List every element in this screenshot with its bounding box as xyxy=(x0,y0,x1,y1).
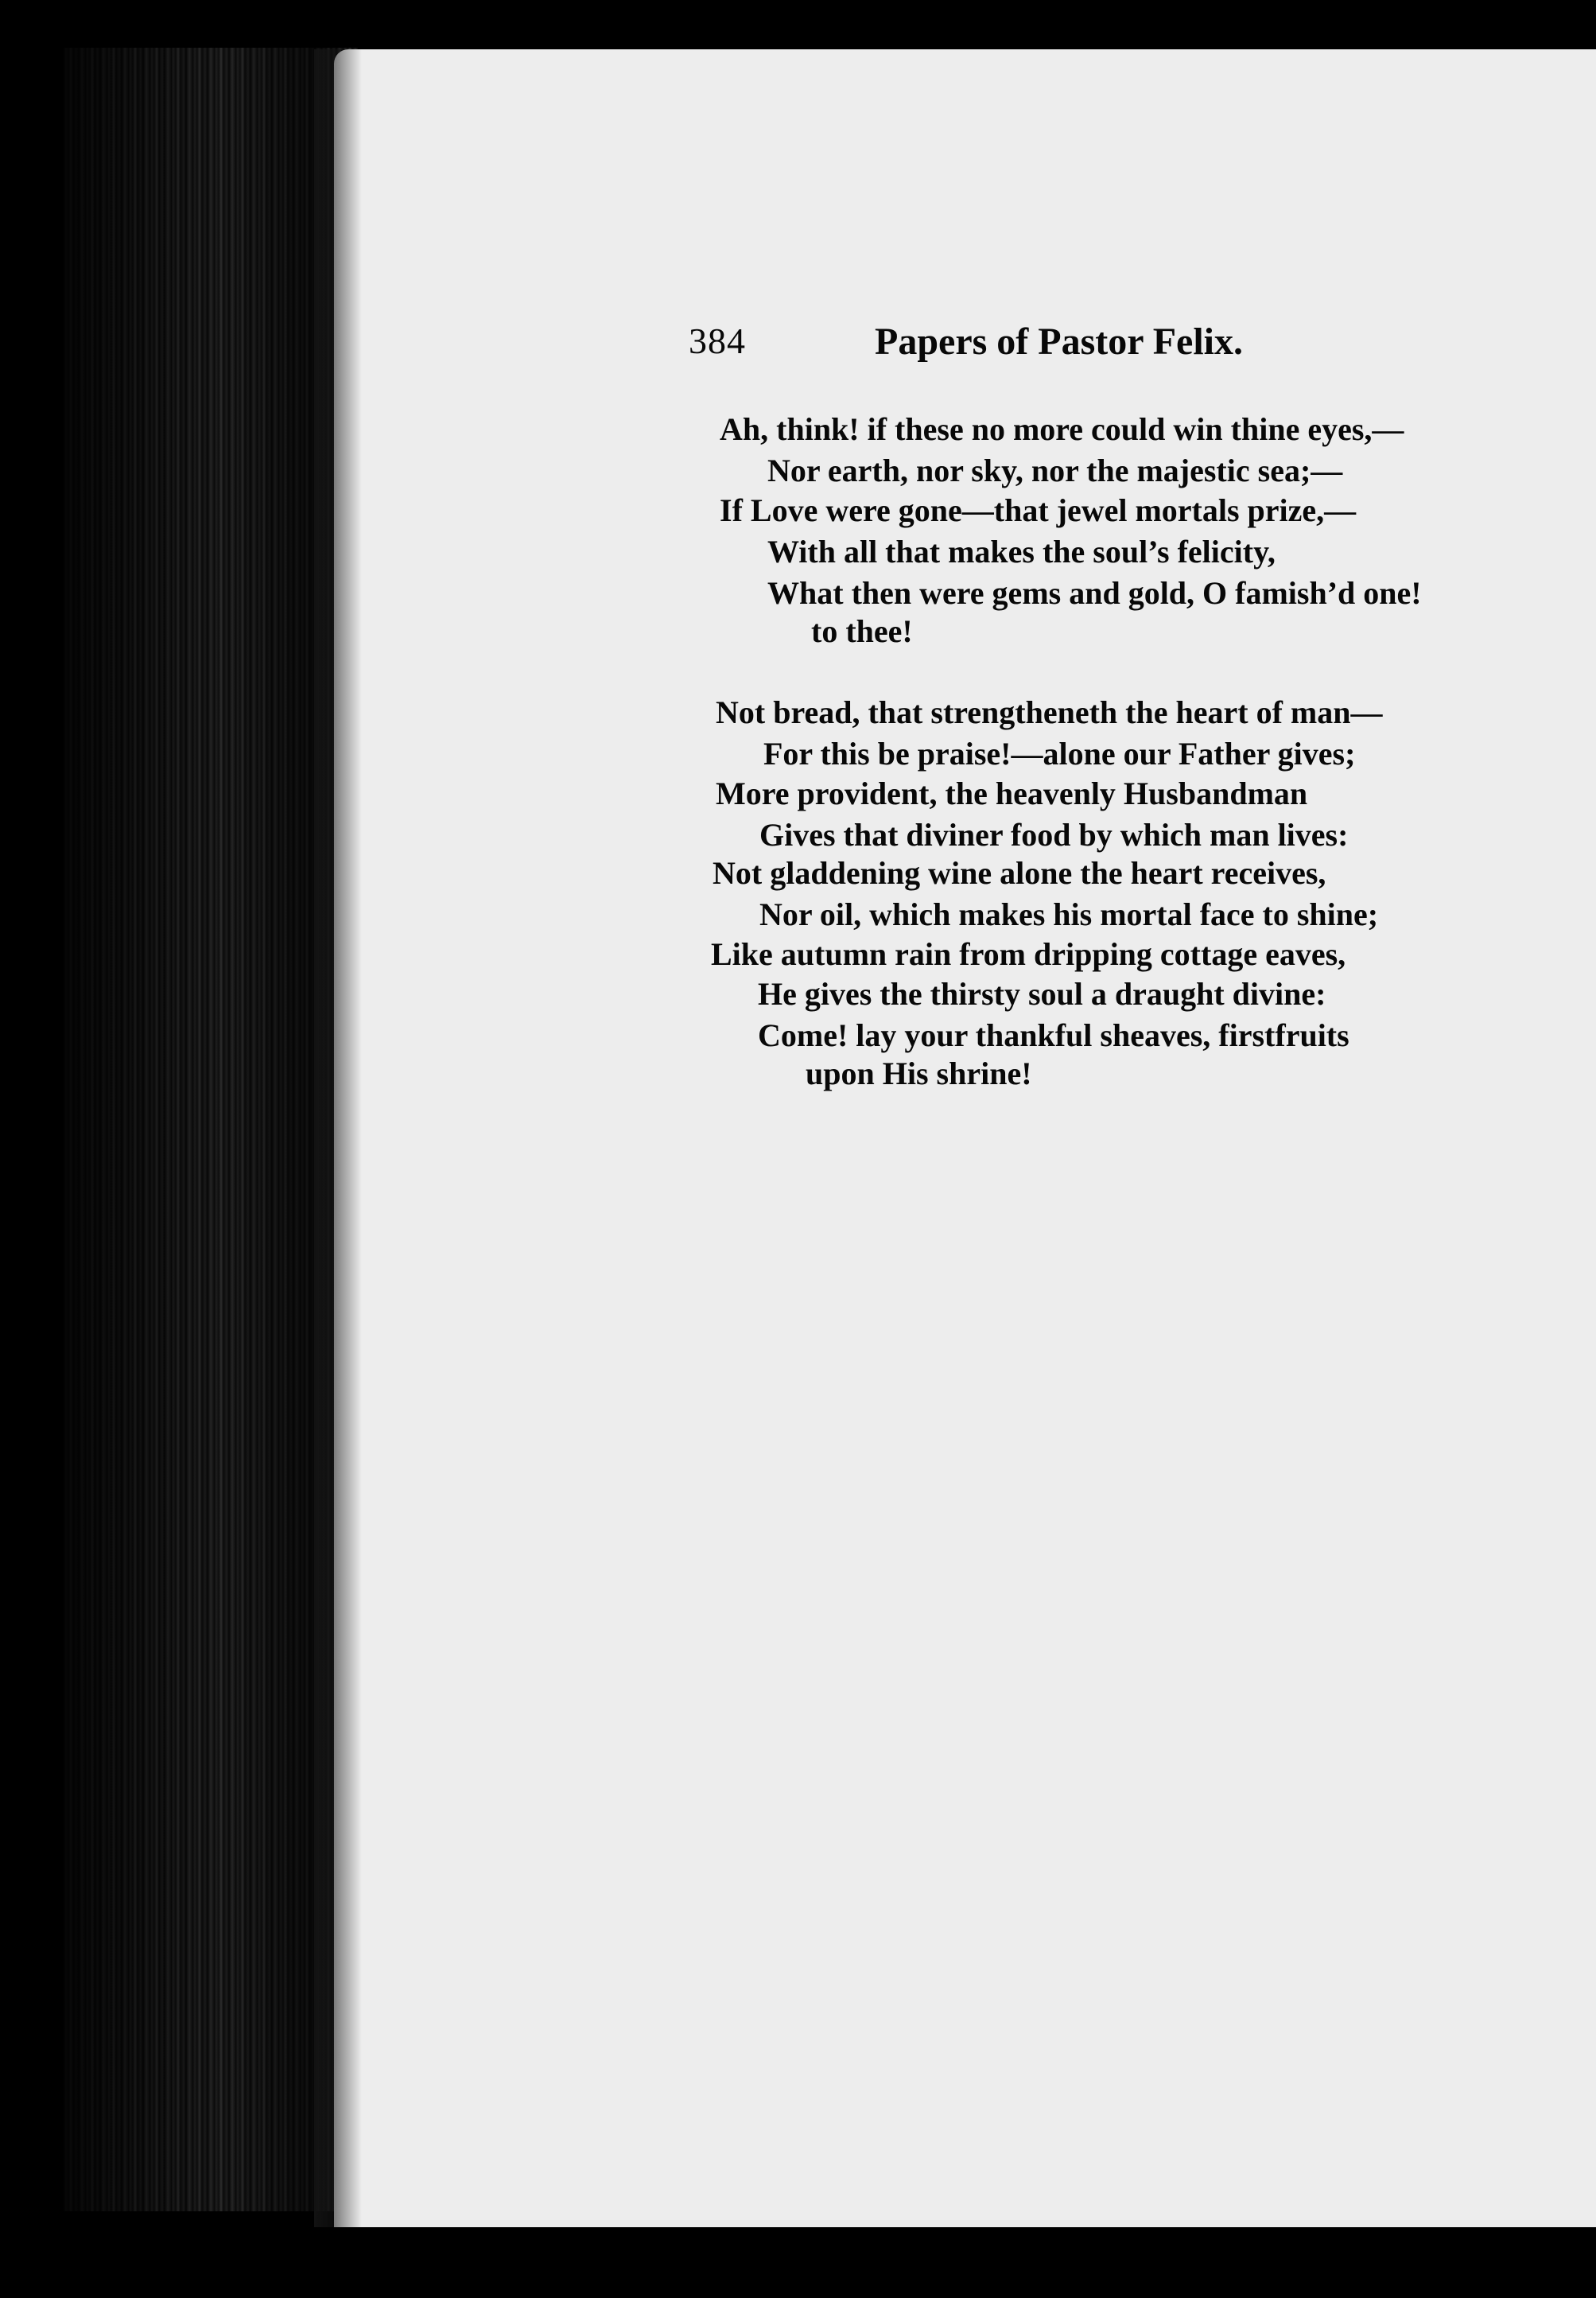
poem-line: Like autumn rain from dripping cottage eaves, xyxy=(711,936,1346,972)
poem-line: For this be praise!—alone our Father gives; xyxy=(763,736,1356,772)
page-number: 384 xyxy=(689,321,746,361)
poem-line: What then were gems and gold, O famish’d one! xyxy=(767,575,1422,611)
poem-line: Nor earth, nor sky, nor the majestic sea;— xyxy=(767,453,1343,488)
poem-line: upon His shrine! xyxy=(806,1056,1032,1091)
poem-line: to thee! xyxy=(811,613,913,649)
poem-line: Ah, think! if these no more could win thine eyes,— xyxy=(720,411,1404,447)
running-title: Papers of Pastor Felix. xyxy=(875,321,1244,363)
poem-line: Not gladdening wine alone the heart receives, xyxy=(713,855,1326,891)
poem-line: Not bread, that strengtheneth the heart of man— xyxy=(716,694,1383,730)
poem-line: Nor oil, which makes his mortal face to shine; xyxy=(759,896,1379,932)
poem-line: Gives that diviner food by which man lives: xyxy=(759,817,1349,853)
poem-line: With all that makes the soul’s felicity, xyxy=(767,534,1276,570)
poem-line: Come! lay your thankful sheaves, firstfruits xyxy=(758,1017,1349,1053)
poem-line: If Love were gone—that jewel mortals prize,— xyxy=(720,492,1357,528)
poem-line: He gives the thirsty soul a draught divine: xyxy=(758,976,1326,1012)
poem-line: More provident, the heavenly Husbandman xyxy=(716,776,1308,811)
